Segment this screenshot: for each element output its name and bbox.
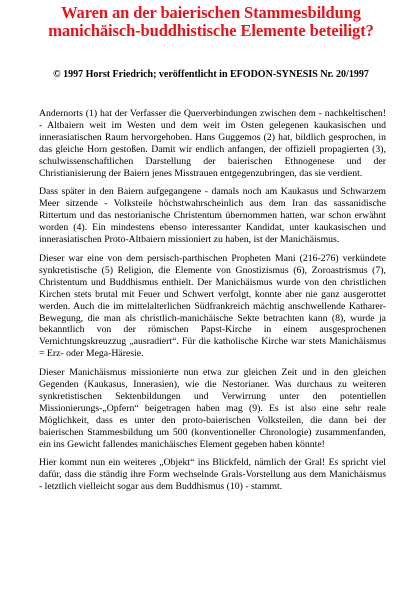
paragraph: Hier kommt nun ein weiteres „Objekt“ ins Blickfeld, nämlich der Gral! Es spricht viel dafür, dass die ständig ihre Form wechselnde Grals-Vorstellung aus dem Manichäismus - letztlich vielleicht sogar aus dem Buddhismus (10) - stammt. [39, 457, 386, 493]
paragraph: Andernorts (1) hat der Verfasser die Querverbindungen zwischen dem - nachkeltischen! - Altbaiern weit im Westen und dem weit im Osten gelegenen kaukasischen und innerasiatischen Raum hervorgehoben. Hans Guggemos (2) hat, bildlich gesprochen, in das gleiche Horn gestoßen. Damit wir endlich anfangen, der offiziell propagierten (3), schulwissenschaftlichen Darstellung der baierischen Ethnogenese und der Christianisierung der Baiern jenes Misstrauen entgegenzubringen, das sie verdient. [39, 108, 386, 179]
article-byline: © 1997 Horst Friedrich; veröffentlicht in EFODON-SYNESIS Nr. 20/1997 [53, 69, 369, 80]
paragraph: Dieser war eine von dem persisch-parthischen Propheten Mani (216-276) verkündete synkretistische (5) Religion, die Elemente von Gnostizismus (6), Zoroastrismus (7), Christentum und Buddhismus enthielt. Der Manichäismus wurde von den christlichen Kirchen stets brutal mit Feuer und Schwert verfolgt, konnte aber nie ganz ausgerottet werden. Auch die im mittelalterlichen Südfrankreich mächtig anschwellende Katharer-Bewegung, die man als christlich-manichäische Sekte betrachten kann (8), wurde ja bekanntlich von der römischen Papst-Kirche in einem ausgesprochenen Vernichtungskreuzzug „ausradiert“. Für die katholische Kirche war stets Manichäismus = Erz- oder Mega-Häresie. [39, 252, 386, 360]
article-title: Waren an der baierischen Stammesbildung manichäisch-buddhistische Elemente beteiligt? [48, 3, 374, 40]
paragraph: Dieser Manichäismus missionierte nun etwa zur gleichen Zeit und in den gleichen Gegenden (Kaukasus, Innerasien), wie die Nestorianer. Was durchaus zu weiteren synkretistischen Sektenbildungen und Verwirrung unter den potentiellen Missionierungs-„Opfern“ beigetragen haben mag (9). Es ist also eine sehr reale Möglichkeit, dass es unter den proto-baierischen Volksteilen, die dann bei der baierischen Stammesbildung um 500 (konventioneller Chronologie) zusammenfanden, ein ins Gewicht fallendes manichäisches Element gegeben haben könnte! [39, 367, 386, 450]
article-body [39, 108, 386, 500]
paragraph: Dass später in den Baiern aufgegangene - damals noch am Kaukasus und Schwarzem Meer sitzende - Volksteile höchstwahrscheinlich aus dem Iran das sassanidische Rittertum und das nestorianische Christentum übernommen hatten, war schon erwähnt worden (4). Ein mindestens ebenso interessanter Kandidat, unter kaukasischen und innerasiatischen Proto-Altbaiern missioniert zu haben, ist der Manichäismus. [39, 186, 386, 246]
